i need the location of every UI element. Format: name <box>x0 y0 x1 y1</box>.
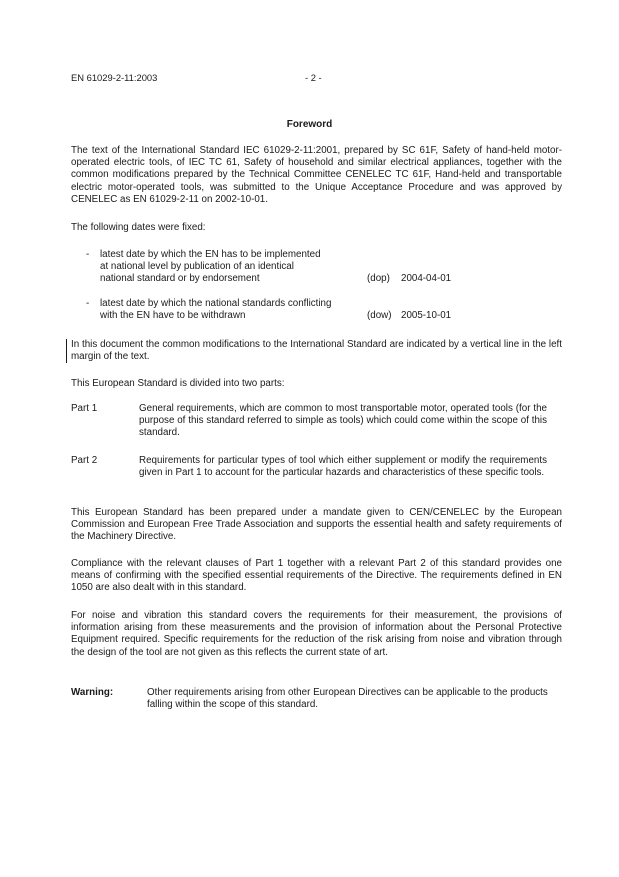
date-code: (dow) <box>367 310 392 321</box>
part-1-text: General requirements, which are common to most transportable motor, operated tools (for the purpose of this standard referred to simple as tools) which could come within the scope of this standard. <box>139 403 547 439</box>
date-code: (dop) <box>367 273 390 284</box>
intro-paragraph: The text of the International Standard IEC 61029-2-11:2001, prepared by SC 61F, Safety of hand-held motor-operated electric tools, of IEC TC 61, Safety of household and similar electrical appliances, together with the common modifications prepared by the Technical Committee CENELEC TC 61F, Hand-held and transportable electric motor-operated tools, was submitted to the Unique Acceptance Procedure and was approved by CENELEC as EN 61029-2-11 on 2002-10-01. <box>71 145 562 205</box>
part-2-label: Part 2 <box>71 455 98 466</box>
part-1-label: Part 1 <box>71 403 98 414</box>
date-item-line: national standard or by endorsement <box>100 273 260 284</box>
date-item-line: at national level by publication of an identical <box>100 261 294 272</box>
date-item-line: with the EN have to be withdrawn <box>100 310 246 321</box>
list-bullet: - <box>86 298 90 309</box>
date-value: 2004-04-01 <box>401 273 452 284</box>
warning-text: Other requirements arising from other European Directives can be applicable to the products falling within the scope of this standard. <box>147 687 548 711</box>
noise-paragraph: For noise and vibration this standard covers the requirements for their measurement, the provisions of information arising from these measurements and the provision of information about the Personal Protective Equipment required. Specific requirements for the reduction of the risk arising from noise and vibration through the design of the tool are not given as this reflects the current state of art. <box>71 610 562 658</box>
modification-margin-line <box>66 339 67 363</box>
date-value: 2005-10-01 <box>401 310 452 321</box>
compliance-paragraph: Compliance with the relevant clauses of Part 1 together with a relevant Part 2 of this standard provides one means of confirming with the specified essential requirements of the Directive. The requirements defined in EN 1050 are also dealt with in this standard. <box>71 558 562 594</box>
part-2-text: Requirements for particular types of tool which either supplement or modify the requirements given in Part 1 to account for the particular hazards and characteristics of these specific tools. <box>139 455 547 479</box>
warning-label: Warning: <box>71 687 114 698</box>
dates-intro: The following dates were fixed: <box>71 222 206 233</box>
document-id: EN 61029-2-11:2003 <box>71 72 158 83</box>
mandate-paragraph: This European Standard has been prepared under a mandate given to CEN/CENELEC by the European Commission and European Free Trade Association and supports the essential health and safety requirements of the Machinery Directive. <box>71 507 562 543</box>
page-title: Foreword <box>286 119 333 130</box>
parts-intro: This European Standard is divided into two parts: <box>71 378 285 389</box>
list-bullet: - <box>86 249 90 260</box>
page-number: - 2 - <box>305 72 322 83</box>
date-item-line: latest date by which the EN has to be implemented <box>100 249 321 260</box>
date-item-line: latest date by which the national standards conflicting <box>100 298 332 309</box>
modifications-paragraph: In this document the common modifications to the International Standard are indicated by a vertical line in the left margin of the text. <box>71 339 562 363</box>
